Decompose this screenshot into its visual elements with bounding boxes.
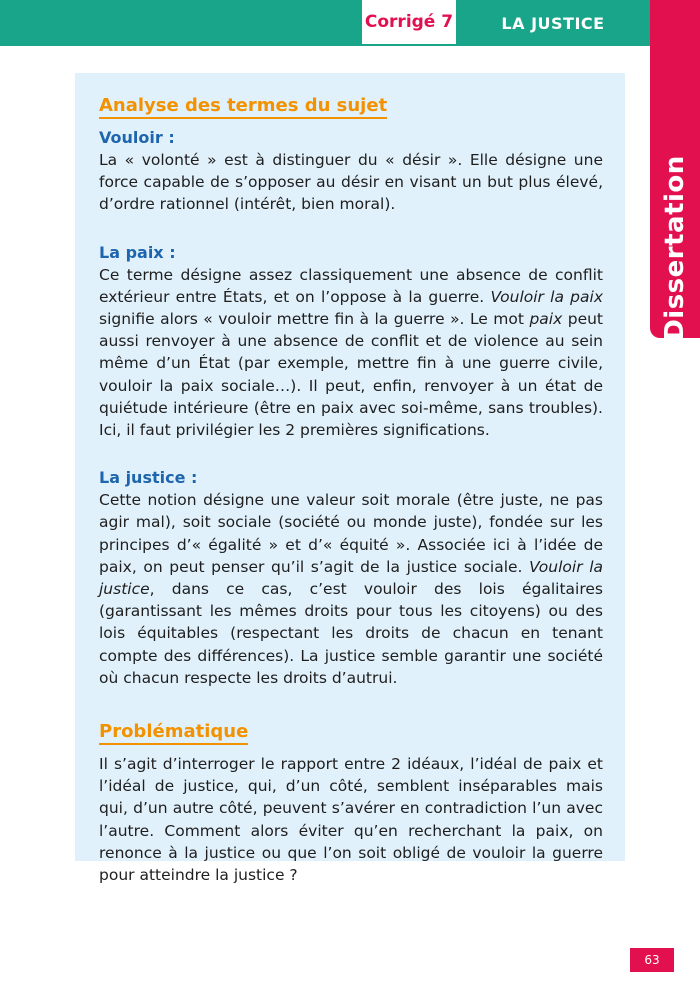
theme-label: LA JUSTICE <box>456 0 650 46</box>
corrige-label: Corrigé 7 <box>362 0 456 46</box>
page-number: 63 <box>630 948 674 972</box>
content-box <box>75 73 625 885</box>
justice-text-2: , dans ce cas, c’est vouloir des lois égalitaires (garantissant les mêmes droits pour tous les citoyens) ou des lois équitables (respectant les droits de chacun en tenant compte des différences). La justice semble garantir une société où chacun respecte les droits d’autrui. <box>99 580 603 687</box>
subheading-paix: La paix : <box>99 242 176 262</box>
section-heading-problematique: Problématique <box>99 721 248 745</box>
spacer <box>99 689 603 721</box>
spacer <box>99 216 603 238</box>
paix-italic-2: paix <box>529 310 563 329</box>
paix-text-2: signifie alors « vouloir mettre fin à la guerre ». Le mot <box>99 310 530 329</box>
subheading-vouloir: Vouloir : <box>99 128 175 147</box>
paix-text-1: Ce terme désigne assez classiquement une absence de conflit extérieur entre États, et on l’oppose à la guerre. <box>99 265 603 306</box>
paragraph-justice <box>99 489 603 689</box>
paragraph-problematique: Il s’agit d’interroger le rapport entre 2 idéaux, l’idéal de paix et l’idéal de justice, qui, d’un côté, semblent inséparables mais qui, d’un autre côté, peuvent s’avérer en contradiction l’un avec l’autre. Comment alors éviter qu’en recherchant la paix, on renonce à la justice ou que l’on soit obligé de vouloir la guerre pour atteindre la justice ? <box>99 755 603 885</box>
justice-text-1: Cette notion désigne une valeur soit morale (être juste, ne pas agir mal), soit sociale (société ou monde juste), fondée sur les principes d’« égalité » et d’« équité ». Associée ici à l’idée de paix, on peut penser qu’il s’agit de la justice sociale. <box>99 491 603 576</box>
paix-italic-1: Vouloir la paix <box>490 287 603 306</box>
side-tab-label: Dissertation <box>660 155 690 341</box>
header-band-left <box>0 0 362 46</box>
content-inner <box>99 95 603 886</box>
subheading-justice: La justice : <box>99 468 198 488</box>
spacer <box>99 441 603 463</box>
paragraph-vouloir: La « volonté » est à distinguer du « désir ». Elle désigne une force capable de s’opposer au désir en visant un but plus élevé, d’ordre rationnel (intérêt, bien moral). <box>99 151 603 214</box>
justice-italic-1: Vouloir la justice <box>99 557 604 599</box>
paragraph-paix <box>99 264 603 442</box>
paix-text-3: peut aussi renvoyer à une absence de conflit et de violence au sein même d’un État (par exemple, mettre fin à une guerre civile, vouloir la paix sociale…). Il peut, enfin, renvoyer à un état de quiétude intérieure (être en paix avec soi-même, sans troubles). Ici, il faut privilégier les 2 premières significations. <box>99 310 604 440</box>
section-heading-analyse: Analyse des termes du sujet <box>99 95 387 119</box>
